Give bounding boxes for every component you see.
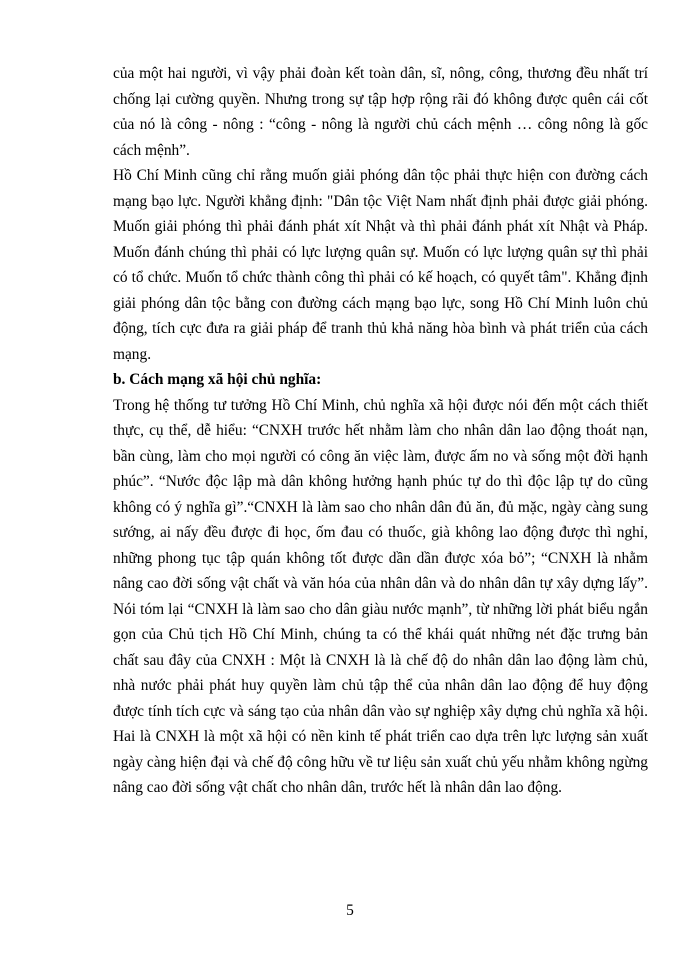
paragraph-revolutionary-violence: Hồ Chí Minh cũng chỉ rằng muốn giải phóng dân tộc phải thực hiện con đường cách mạng bạo lực. Người khẳng định: "Dân tộc Việt Nam nhất định phải được giải phóng. Muốn giải phóng thì phải đánh phát xít Nhật và thì phải đánh phát xít Nhật và Pháp. Muốn đánh chúng thì phải có lực lượng quân sự. Muốn có lực lượng quân sự thì phải có tổ chức. Muốn tổ chức thành công thì phải có kế hoạch, có quyết tâm". Khẳng định giải phóng dân tộc bằng con đường cách mạng bạo lực, song Hồ Chí Minh luôn chủ động, tích cực đưa ra giải pháp để tranh thủ khả năng hòa bình và phát triển của cách mạng. [113, 167, 648, 363]
section-heading-socialist-revolution: b. Cách mạng xã hội chủ nghĩa: [113, 371, 322, 388]
page-number: 5 [346, 902, 354, 919]
paragraph-socialism-characteristics: Trong hệ thống tư tưởng Hồ Chí Minh, chủ nghĩa xã hội được nói đến một cách thiết thực, cụ thể, dễ hiểu: “CNXH trước hết nhằm làm cho nhân dân lao động thoát nạn, bần cùng, làm cho mọi người có công ăn việc làm, được ấm no và sống một đời hạnh phúc”. “Nước độc lập mà dân không hưởng hạnh phúc tự do thì độc lập tự do cũng không có ý nghĩa gì”.“CNXH là làm sao cho nhân dân đủ ăn, đủ mặc, ngày càng sung sướng, ai nấy đều được đi học, ốm đau có thuốc, già không lao động được thì nghỉ, những phong tục tập quán không tốt được dần dần được xóa bỏ”; “CNXH là nhằm nâng cao đời sống vật chất và văn hóa của nhân dân và do nhân dân tự xây dựng lấy”. Nói tóm lại “CNXH là làm sao cho dân giàu nước mạnh”, từ những lời phát biểu ngắn gọn của Chủ tịch Hồ Chí Minh, chúng ta có thể khái quát những nét đặc trưng bản chất sau đây của CNXH : Một là CNXH là là chế độ do nhân dân lao động làm chủ, nhà nước phải phát huy quyền làm chủ tập thể của nhân dân lao động để huy động được tính tích cực và sáng tạo của nhân dân vào sự nghiệp xây dựng chủ nghĩa xã hội. Hai là CNXH là một xã hội có nền kinh tế phát triển cao dựa trên lực lượng sản xuất ngày càng hiện đại và chế độ công hữu về tư liệu sản xuất chủ yếu nhằm không ngừng nâng cao đời sống vật chất cho nhân dân, trước hết là nhân dân lao động. [113, 396, 648, 796]
paragraph-solidarity: của một hai người, vì vậy phải đoàn kết toàn dân, sĩ, nông, công, thương đều nhất trí chống lại cường quyền. Nhưng trong sự tập hợp rộng rãi đó không được quên cái cốt của nó là công - nông : “công - nông là người chủ cách mệnh … công nông là gốc cách mệnh”. [113, 65, 648, 159]
page-body [113, 61, 648, 801]
